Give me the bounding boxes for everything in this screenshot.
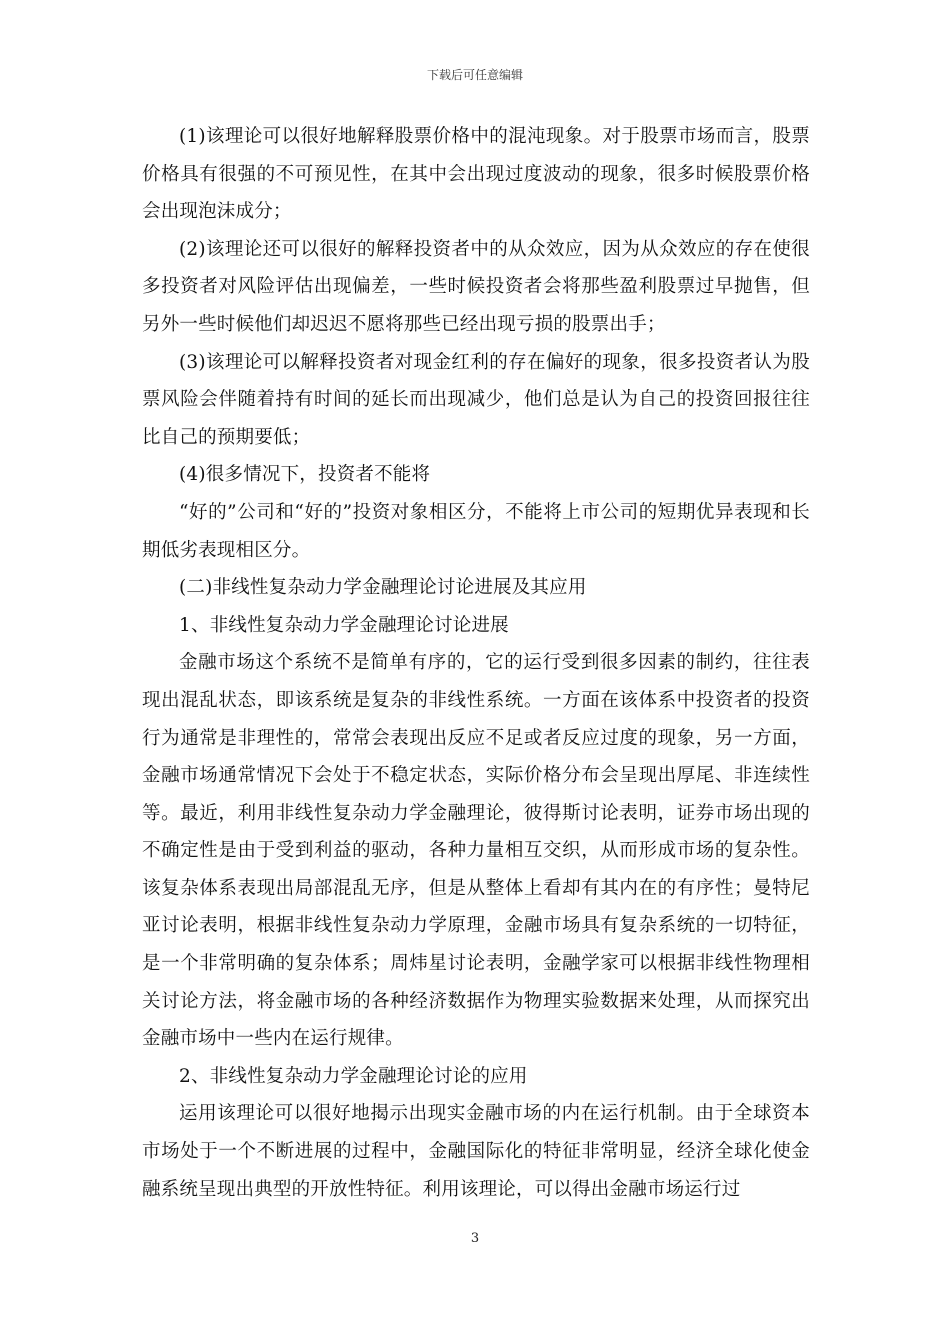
paragraph-research-progress: 金融市场这个系统不是简单有序的，它的运行受到很多因素的制约，往往表现出混乱状态，即该系统是复杂的非线性系统。一方面在该体系中投资者的投资行为通常是非理性的，常常会表现出反应不足或者反应过度的现象，另一方面，金融市场通常情况下会处于不稳定状态，实际价格分布会呈现出厚尾、非连续性等。最近，利用非线性复杂动力学金融理论，彼得斯讨论表明，证券市场出现的不确定性是由于受到利益的驱动，各种力量相互交织，从而形成市场的复杂性。该复杂体系表现出局部混乱无序，但是从整体上看却有其内在的有序性；曼特尼亚讨论表明，根据非线性复杂动力学原理，金融市场具有复杂系统的一切特征，是一个非常明确的复杂体系；周炜星讨论表明，金融学家可以根据非线性物理相关讨论方法，将金融市场的各种经济数据作为物理实验数据来处理，从而探究出金融市场中一些内在运行规律。 (142, 652, 810, 1050)
paragraph-point-1: (1)该理论可以很好地解释股票价格中的混沌现象。对于股票市场而言，股票价格具有很强的不可预见性，在其中会出现过度波动的现象，很多时候股票价格会出现泡沫成分； (142, 126, 810, 223)
subsection-heading-2: 2、非线性复杂动力学金融理论讨论的应用 (179, 1065, 528, 1087)
paragraph-application: 运用该理论可以很好地揭示出现实金融市场的内在运行机制。由于全球资本市场处于一个不断进展的过程中，金融国际化的特征非常明显，经济全球化使金融系统呈现出典型的开放性特征。利用该理论，可以得出金融市场运行过 (142, 1103, 810, 1200)
paragraph-point-3: (3)该理论可以解释投资者对现金红利的存在偏好的现象，很多投资者认为股票风险会伴随着持有时间的延长而出现减少，他们总是认为自己的投资回报往往比自己的预期要低； (142, 351, 810, 448)
document-body (142, 118, 810, 1208)
section-heading: (二)非线性复杂动力学金融理论讨论进展及其应用 (179, 577, 587, 599)
paragraph-point-2: (2)该理论还可以很好的解释投资者中的从众效应，因为从众效应的存在使很多投资者对风险评估出现偏差，一些时候投资者会将那些盈利股票过早抛售，但另外一些时候他们却迟迟不愿将那些已经出现亏损的股票出手； (142, 238, 810, 335)
subsection-heading-1: 1、非线性复杂动力学金融理论讨论进展 (179, 614, 509, 636)
paragraph-point-4: (4)很多情况下，投资者不能将 (179, 464, 431, 486)
paragraph-point-4-continued: “好的”公司和“好的”投资对象相区分，不能将上市公司的短期优异表现和长期低劣表现相区分。 (142, 501, 810, 561)
page-number: 3 (470, 1231, 480, 1246)
page-header: 下载后可任意编辑 (426, 68, 523, 82)
